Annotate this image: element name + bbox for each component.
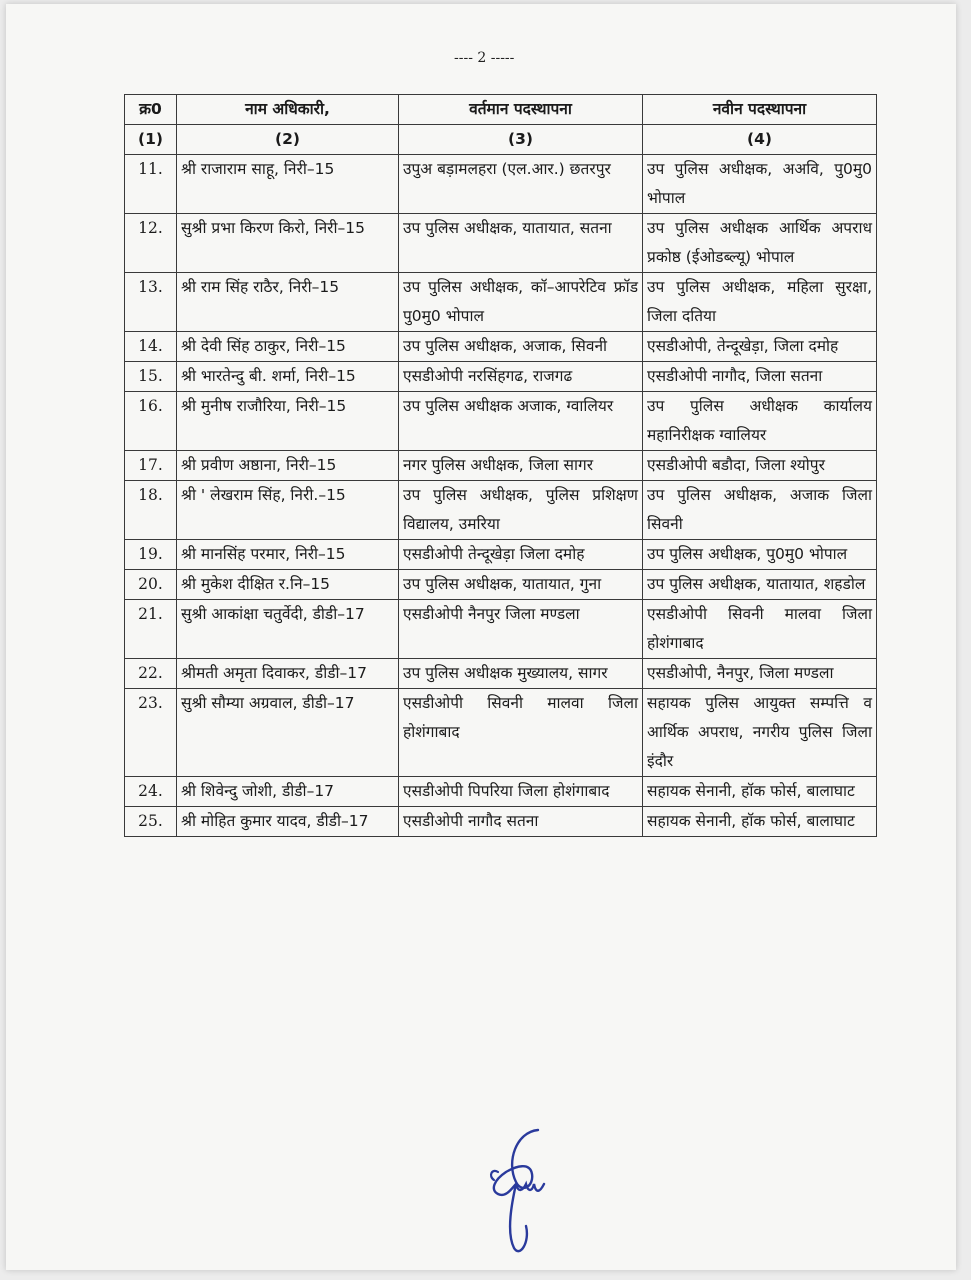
- table-row: [125, 689, 877, 777]
- serial-number-cell: 25.: [125, 807, 177, 837]
- officer-name-cell: सुश्री प्रभा किरण किरो, निरी–15: [177, 214, 399, 273]
- current-posting-cell: एसडीओपी नैनपुर जिला मण्डला: [399, 600, 643, 659]
- current-posting-cell: उप पुलिस अधीक्षक, कॉ–आपरेटिव फ्रॉड पु0मु0 भोपाल: [399, 273, 643, 332]
- table-row: [125, 600, 877, 659]
- header-new-posting: नवीन पदस्थापना: [643, 95, 877, 125]
- current-posting-cell: उप पुलिस अधीक्षक मुख्यालय, सागर: [399, 659, 643, 689]
- table-row: [125, 362, 877, 392]
- serial-number-cell: 24.: [125, 777, 177, 807]
- serial-number-cell: 21.: [125, 600, 177, 659]
- table-body: [125, 155, 877, 837]
- officer-name-cell: श्री मानसिंह परमार, निरी–15: [177, 540, 399, 570]
- officer-name-cell: श्री मुनीष राजौरिया, निरी–15: [177, 392, 399, 451]
- new-posting-cell: उप पुलिस अधीक्षक, पु0मु0 भोपाल: [643, 540, 877, 570]
- new-posting-cell: एसडीओपी नागौद, जिला सतना: [643, 362, 877, 392]
- signature-icon: [476, 1122, 566, 1262]
- officer-name-cell: श्री मुकेश दीक्षित र.नि–15: [177, 570, 399, 600]
- column-index-row: [125, 125, 877, 155]
- new-posting-cell: उप पुलिस अधीक्षक, महिला सुरक्षा, जिला दतिया: [643, 273, 877, 332]
- header-current-posting: वर्तमान पदस्थापना: [399, 95, 643, 125]
- new-posting-cell: एसडीओपी बडौदा, जिला श्योपुर: [643, 451, 877, 481]
- new-posting-cell: एसडीओपी, नैनपुर, जिला मण्डला: [643, 659, 877, 689]
- new-posting-cell: उप पुलिस अधीक्षक, यातायात, शहडोल: [643, 570, 877, 600]
- current-posting-cell: उप पुलिस अधीक्षक अजाक, ग्वालियर: [399, 392, 643, 451]
- table-row: [125, 570, 877, 600]
- serial-number-cell: 23.: [125, 689, 177, 777]
- officer-name-cell: श्री शिवेन्दु जोशी, डीडी–17: [177, 777, 399, 807]
- new-posting-cell: उप पुलिस अधीक्षक, अअवि, पु0मु0 भोपाल: [643, 155, 877, 214]
- current-posting-cell: उपुअ बड़ामलहरा (एल.आर.) छतरपुर: [399, 155, 643, 214]
- table-row: [125, 155, 877, 214]
- column-index: (3): [399, 125, 643, 155]
- table-row: [125, 807, 877, 837]
- serial-number-cell: 20.: [125, 570, 177, 600]
- header-row: [125, 95, 877, 125]
- table-row: [125, 659, 877, 689]
- officer-name-cell: श्री देवी सिंह ठाकुर, निरी–15: [177, 332, 399, 362]
- serial-number-cell: 17.: [125, 451, 177, 481]
- new-posting-cell: उप पुलिस अधीक्षक, अजाक जिला सिवनी: [643, 481, 877, 540]
- page-number: ---- 2 -----: [454, 50, 515, 66]
- new-posting-cell: उप पुलिस अधीक्षक आर्थिक अपराध प्रकोष्ठ (ईओडब्ल्यू) भोपाल: [643, 214, 877, 273]
- table-row: [125, 540, 877, 570]
- transfer-table: [124, 94, 877, 837]
- new-posting-cell: सहायक सेनानी, हॉक फोर्स, बालाघाट: [643, 777, 877, 807]
- serial-number-cell: 12.: [125, 214, 177, 273]
- current-posting-cell: एसडीओपी नागौद सतना: [399, 807, 643, 837]
- serial-number-cell: 18.: [125, 481, 177, 540]
- current-posting-cell: उप पुलिस अधीक्षक, यातायात, सतना: [399, 214, 643, 273]
- officer-name-cell: सुश्री आकांक्षा चतुर्वेदी, डीडी–17: [177, 600, 399, 659]
- table-row: [125, 451, 877, 481]
- table-row: [125, 481, 877, 540]
- serial-number-cell: 16.: [125, 392, 177, 451]
- officer-name-cell: श्री मोहित कुमार यादव, डीडी–17: [177, 807, 399, 837]
- serial-number-cell: 19.: [125, 540, 177, 570]
- new-posting-cell: एसडीओपी, तेन्दूखेड़ा, जिला दमोह: [643, 332, 877, 362]
- new-posting-cell: उप पुलिस अधीक्षक कार्यालय महानिरीक्षक ग्वालियर: [643, 392, 877, 451]
- officer-name-cell: श्री राम सिंह राठैर, निरी–15: [177, 273, 399, 332]
- new-posting-cell: सहायक पुलिस आयुक्त सम्पत्ति व आर्थिक अपराध, नगरीय पुलिस जिला इंदौर: [643, 689, 877, 777]
- table-row: [125, 214, 877, 273]
- serial-number-cell: 15.: [125, 362, 177, 392]
- officer-name-cell: श्री राजाराम साहू, निरी–15: [177, 155, 399, 214]
- serial-number-cell: 14.: [125, 332, 177, 362]
- new-posting-cell: एसडीओपी सिवनी मालवा जिला होशंगाबाद: [643, 600, 877, 659]
- current-posting-cell: एसडीओपी सिवनी मालवा जिला होशंगाबाद: [399, 689, 643, 777]
- table-row: [125, 273, 877, 332]
- header-officer-name: नाम अधिकारी,: [177, 95, 399, 125]
- document-page: [6, 4, 956, 1270]
- current-posting-cell: एसडीओपी पिपरिया जिला होशंगाबाद: [399, 777, 643, 807]
- header-serial: क्र0: [125, 95, 177, 125]
- new-posting-cell: सहायक सेनानी, हॉक फोर्स, बालाघाट: [643, 807, 877, 837]
- current-posting-cell: नगर पुलिस अधीक्षक, जिला सागर: [399, 451, 643, 481]
- serial-number-cell: 22.: [125, 659, 177, 689]
- table-row: [125, 777, 877, 807]
- officer-name-cell: श्री ' लेखराम सिंह, निरी.–15: [177, 481, 399, 540]
- officer-name-cell: श्री भारतेन्दु बी. शर्मा, निरी–15: [177, 362, 399, 392]
- officer-name-cell: श्रीमती अमृता दिवाकर, डीडी–17: [177, 659, 399, 689]
- current-posting-cell: उप पुलिस अधीक्षक, यातायात, गुना: [399, 570, 643, 600]
- current-posting-cell: उप पुलिस अधीक्षक, पुलिस प्रशिक्षण विद्यालय, उमरिया: [399, 481, 643, 540]
- current-posting-cell: उप पुलिस अधीक्षक, अजाक, सिवनी: [399, 332, 643, 362]
- table-row: [125, 332, 877, 362]
- officer-name-cell: श्री प्रवीण अष्ठाना, निरी–15: [177, 451, 399, 481]
- column-index: (4): [643, 125, 877, 155]
- column-index: (2): [177, 125, 399, 155]
- serial-number-cell: 13.: [125, 273, 177, 332]
- officer-name-cell: सुश्री सौम्या अग्रवाल, डीडी–17: [177, 689, 399, 777]
- column-index: (1): [125, 125, 177, 155]
- table-row: [125, 392, 877, 451]
- current-posting-cell: एसडीओपी नरसिंहगढ, राजगढ: [399, 362, 643, 392]
- current-posting-cell: एसडीओपी तेन्दूखेड़ा जिला दमोह: [399, 540, 643, 570]
- serial-number-cell: 11.: [125, 155, 177, 214]
